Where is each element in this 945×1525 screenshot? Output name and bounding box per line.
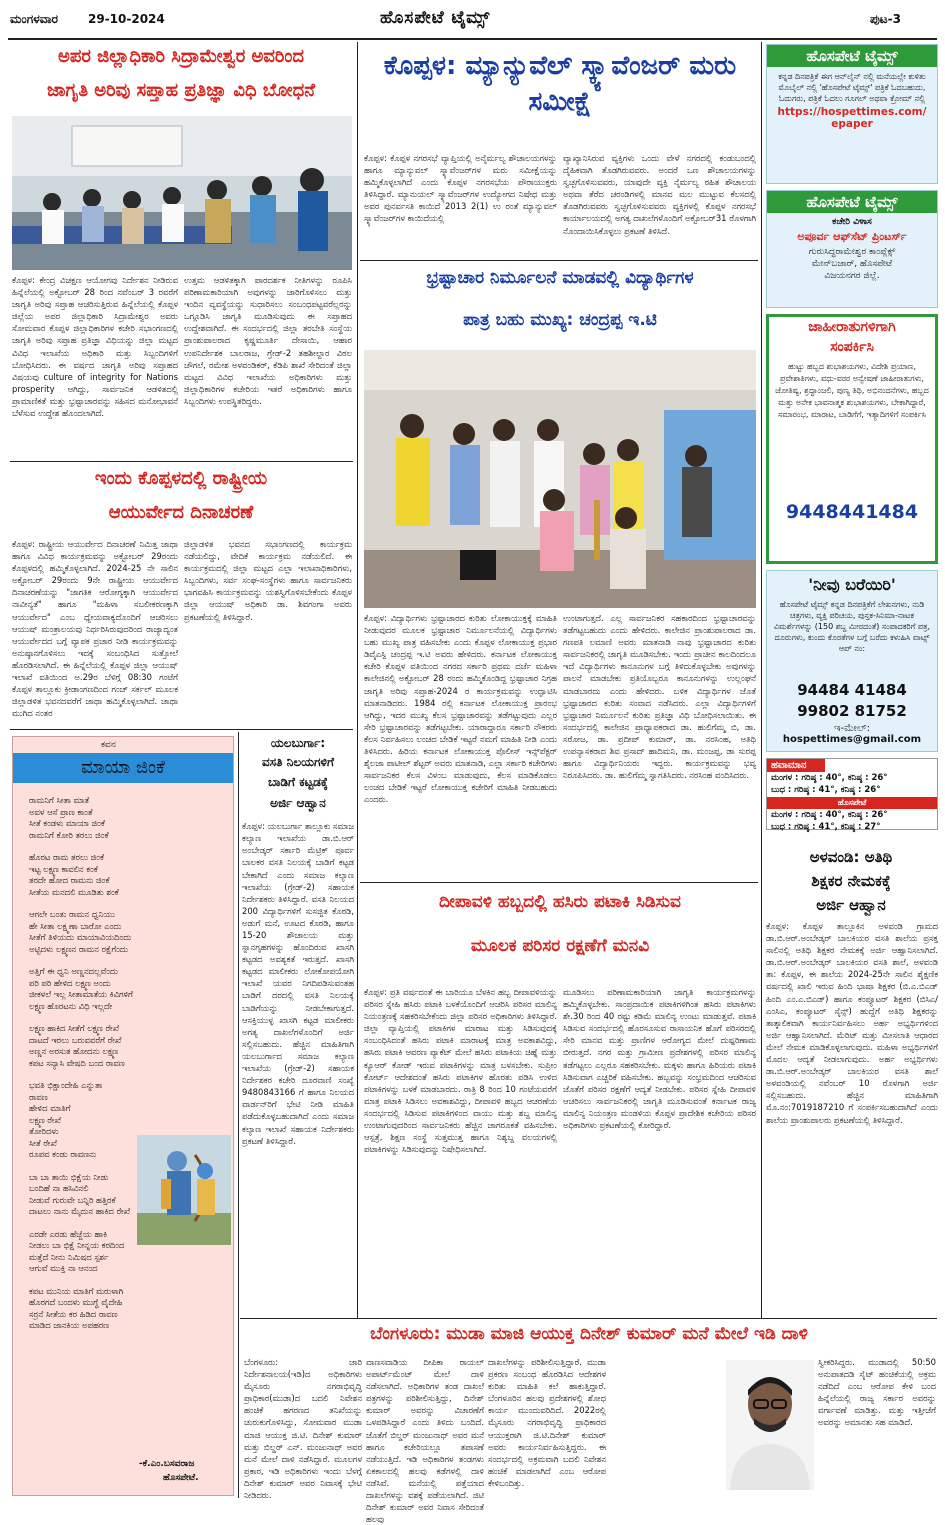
a7-body-col3: ದಾಖಲೆಗಳನ್ನು ಪರಿಶೀಲಿಸುತ್ತಿದ್ದಾರೆ. ಮುಡಾ ಪ್ರಕರಣ ಸಂಬಂಧ ಹೊರಡಿಸಿದ ಆದೇಶಗಳ ಕುರಿತು ಮಾಹಿತಿ ಕಲೆ ಹಾಕುತ್ತಿದ್ದಾರೆ. ಬೆಂಗಳೂರಿನ ಹಲವು ಪ್ರದೇಶಗಳಲ್ಲಿ ಶೋಧ ಕಾರ್ಯ ಮುಂದುವರಿದಿದೆ. 2022ರಲ್ಲಿ ಮೈಸೂರು ನಗರಾಭಿವೃದ್ಧಿ ಪ್ರಾಧಿಕಾರದ ಆಯುಕ್ತರಾಗಿ ಜಿ.ಟಿ.ದಿನೇಶ್ ಕುಮಾರ್ ಅವರು ಕಾರ್ಯನಿರ್ವಹಿಸುತ್ತಿದ್ದರು. ಈ ಸಂದರ್ಭದಲ್ಲಿ ಅಕ್ರಮವಾಗಿ ಬದಲಿ ನಿವೇಶನ ಹಂಚಿಕೆ ಮಾಡಲಾಗಿದೆ ಎಂಬ ಆರೋಪ ಕೇಳಿಬಂದಿತ್ತು. (488, 1357, 606, 1488)
poem-line: ಹೊರಗದೆ ಬಂದಳು ಮುಗ್ಧೆ ವೈದೇಹಿ (29, 1297, 123, 1307)
poem-line: ಹೇ ಸೀತಾ ಲಕ್ಷ್ಮಣಾ ಬಾರೋ ಎಂದು (29, 920, 122, 931)
a5-headline-line1: ವಸತಿ ನಿಲಯಗಳಿಗೆ (262, 755, 334, 769)
a5-headline-line3: ಅರ್ಜಿ ಆಹ್ವಾನ (270, 795, 326, 810)
weather-row: ಬುಧ : ಗರಿಷ್ಠ : 41°, ಕನಿಷ್ಠ : 26° (771, 785, 881, 795)
sidebar-ads-contact (766, 314, 938, 564)
sidebar-office-line2: ಅಪೂರ್ವ ಆಫ್‌ಸೆಟ್ ಪ್ರಿಂಟರ್ಸ್ (797, 230, 907, 243)
a2-body-col1: ಕೊಪ್ಪಳ: ರಾಷ್ಟ್ರೀಯ ಆಯುರ್ವೇದ ದಿನಾಚರಣೆ ನಿಮಿತ್ತ ಜಾಥಾ ಹಾಗೂ ವಿವಿಧ ಕಾರ್ಯಕ್ರಮವನ್ನು ಅಕ್ಟೋಬರ್ 29ರಂದು ಕೊಪ್ಪಳದಲ್ಲಿ ಹಮ್ಮಿಕೊಳ್ಳಲಾಗಿದೆ. 2024-25 ನೇ ಸಾಲಿನ ಅಕ್ಟೋಬರ್ 29ರಂದು 9ನೇ ರಾಷ್ಟ್ರೀಯ ಆಯುರ್ವೇದ ದಿನಾಚರಣೆಯನ್ನು "ಜಾಗತಿಕ ಆರೋಗ್ಯಕ್ಕಾಗಿ ಆಯುರ್ವೇದ ನಾವೀನ್ಯತೆ" ಹಾಗೂ "ಮಹಿಳಾ ಸಬಲೀಕರಣಕ್ಕಾಗಿ ಆಯುರ್ವೇದ" ಎಂಬ ಧ್ಯೇಯವಾಕ್ಯದೊಂದಿಗೆ ಆಚರಿಸಲು ಆಯುಷ್ ಮಂತ್ರಾಲಯವು ನಿರ್ಧರಿಸಿರುವುದರಿಂದ ರಾಜ್ಯಾದ್ಯಂತ ಆಯುರ್ವೇದದ ಬಗ್ಗೆ ವ್ಯಾಪಕ ಪ್ರಚಾರ ನೀಡಿ ಕಾರ್ಯಕ್ರಮವನ್ನು ಅನುಷ್ಠಾನಗೊಳಿಸಲು ಇದಕ್ಕೆ ಸಂಬಂಧಿಸಿದ ಸುತ್ತೋಲೆ ಹೊರಡಿಸಲಾಗಿದೆ. ಈ ಹಿನ್ನೆಲೆಯಲ್ಲಿ ಕೊಪ್ಪಳ ಜಿಲ್ಲಾ ಆಯುಷ್ ಇಲಾಖೆ ವತಿಯಿಂದ ಅ.29ರ ಬೆಳಿಗ್ಗೆ 08:30 ಗಂಟೆಗೆ ಕೊಪ್ಪಳ ತಾಲ್ಲೂಕು ಕ್ರೀಡಾಂಗಣದಿಂದ ಗಂಜ್ ಸರ್ಕಲ್ ಮೂಲಕ ಜಿಲ್ಲಾಡಳಿತ ಭವನದವರೆಗೆ ಜಾಥಾ ಹಮ್ಮಿಕೊಳ್ಳಲಾಗಿದೆ. ಜಾಥಾ ಮುಗಿದ ನಂತರ (12, 539, 178, 719)
poem-line: ಸೀತೆ ರೇಖೆ (29, 1137, 57, 1148)
col-rule-poem (238, 732, 239, 1498)
a5-body: ಕೊಪ್ಪಳ: ಯಲಬುರ್ಗಾ ತಾಲ್ಲೂಕು ಸಮಾಜ ಕಲ್ಯಾಣ ಇಲಾಖೆಯ ಡಾ.ಬಿ.ಆರ್ ಅಂಬೇಡ್ಕರ್ ಸರ್ಕಾರಿ ಮೆಟ್ರಿಕ್ ಪೂರ್ವ ಬಾಲಕರ ವಸತಿ ನಿಲಯಕ್ಕೆ ಬಾಡಿಗೆ ಕಟ್ಟಡ ಬೇಕಾಗಿದೆ ಎಂದು ಸಮಾಜ ಕಲ್ಯಾಣ ಇಲಾಖೆಯ (ಗ್ರೇಡ್-2) ಸಹಾಯಕ ನಿರ್ದೇಶಕರು ತಿಳಿಸಿದ್ದಾರೆ. ವಸತಿ ನಿಲಯದ 200 ವಿದ್ಯಾರ್ಥಿಗಳಿಗೆ ಸುಸಜ್ಜಿತ ಕೊಠಡಿ, ಅಡುಗೆ ಮನೆ, ಊಟದ ಕೊಠಡಿ, ಹಾಗೂ 15-20 ಶೌಚಾಲಯ ಮತ್ತು ಸ್ನಾನಗೃಹಗಳನ್ನು ಹೊಂದಿರುವ ಖಾಸಗಿ ಕಟ್ಟಡದ ಅವಶ್ಯಕತೆ ಇರುತ್ತದೆ. ಖಾಸಗಿ ಕಟ್ಟಡದ ಮಾಲೀಕರು ಲೋಕೋಪಯೋಗಿ ಇಲಾಖೆ ಯವರ ನಿಗದಿಪಡಿಸುವಂತಹ ಬಾಡಿಗೆ ದರದಲ್ಲಿ ವಸತಿ ನಿಲಯಕ್ಕೆ ಬಾಡಿಗೆಯನ್ನು ನೀಡಬೇಕಾಗುತ್ತದೆ. ಆಸಕ್ತಿಯುಳ್ಳ ಖಾಸಗಿ ಕಟ್ಟಡ ಮಾಲೀಕರು ಅಗತ್ಯ ದಾಖಲೆಗಳೊಂದಿಗೆ ಅರ್ಜಿ ಸಲ್ಲಿಸಬಹುದು. ಹೆಚ್ಚಿನ ಮಾಹಿತಿಗಾಗಿ ಯಲಬುರ್ಗಾದ ಸಮಾಜ ಕಲ್ಯಾಣ ಇಲಾಖೆಯ (ಗ್ರೇಡ್-2) ಸಹಾಯಕ ನಿರ್ದೇಶಕರ ಕಚೇರಿ ದೂರವಾಣಿ ಸಂಖ್ಯೆ 9480843166 ಗೆ ಹಾಗೂ ನಿಲಯದ ವಾರ್ಡನ್‌ರಿಗೆ ಭೇಟಿ ನೀಡಿ ಮಾಹಿತಿ ಪಡೆದುಕೊಳ್ಳಬಹುದಾಗಿದೆ ಎಂದು ಸಮಾಜ ಕಲ್ಯಾಣ ಇಲಾಖೆ ಸಹಾಯಕ ನಿರ್ದೇಶಕರು ಪ್ರಕಟಣೆ ತಿಳಿಸಿದ್ದಾರೆ. (242, 821, 354, 1146)
sidebar-write-email-row (767, 723, 937, 745)
a1-photo-pledge-meeting (12, 116, 352, 270)
a6-headline-line1: ದೀಪಾವಳಿ ಹಬ್ಬದಲ್ಲಿ ಹಸಿರು ಪಟಾಕಿ ಸಿಡಿಸುವ (439, 892, 681, 912)
a3-bottom-rule (360, 260, 758, 261)
sidebar-online-ad-text: ಕನ್ನಡ ದಿನಪತ್ರಿಕೆ ಈಗ ಆನ್‌ಲೈನ್ ನಲ್ಲಿ ಮನೆಯಲ್ಲೇ ಕುಳಿತು ಮೊಬೈಲ್ ನಲ್ಲಿ 'ಹೊಸಪೇಟೆ ಟೈಮ್ಸ್' ಪತ್ರಿಕೆ ಓದಬಹುದು, ಓದುಗರು, ಪತ್ರಿಕೆ ಓದಲು ಗೂಗಲ್ ಅಥವಾ ಕ್ರೋಮ್ ನಲ್ಲಿ (778, 72, 926, 103)
masthead-day: ಮಂಗಳವಾರ (10, 12, 59, 26)
a7-body-col2: ವಾಣಸವಾಡಿಯ ದೀಪಿಕಾ ರಾಯಲ್ ಅಪಾರ್ಟ್‌ಮೆಂಟ್ ಮೇಲೆ ದಾಳಿ ನಡೆಸಲಾಗಿದೆ. ಅಧಿಕಾರಿಗಳ ತಂಡ ದಾಖಲೆ ಪತ್ರಗಳನ್ನು ಪರಿಶೀಲಿಸುತ್ತಿದ್ದು, ದಿನೇಶ್ ಕುಮಾರ್ ಅವರನ್ನು ವಿಚಾರಣೆಗೆ ಒಳಪಡಿಸಿದ್ದಾರೆ ಎಂದು ತಿಳಿದು ಬಂದಿದೆ. ಜೊತೆಗೆ ಬಿಲ್ಡರ್ ಮಂಜುನಾಥ್ ಅವರ ಮನೆ ಹಾಗೂ ಕಚೇರಿಯಲ್ಲೂ ತಪಾಸಣೆ ನಡೆಯುತ್ತಿದೆ. ಇಡಿ ಅಧಿಕಾರಿಗಳ ತಂಡಗಳು ಏಕಕಾಲದಲ್ಲಿ ಹಲವು ಕಡೆಗಳಲ್ಲಿ ದಾಳಿ ನಡೆಸಿವೆ. ಮನೆಯಲ್ಲಿ ಪತ್ತೆಯಾದ ದಾಖಲೆಗಳನ್ನು ವಶಕ್ಕೆ ಪಡೆಯಲಾಗಿದೆ. ಜಿಟಿ ದಿನೇಶ್ ಕುಮಾರ್ ಅವರ ನಿವಾಸ ಸೇರಿದಂತೆ ಹಲವು (366, 1357, 484, 1525)
poem-line: ಭವತಿ ಭಿಕ್ಷಾಂದೇಹಿ ಎನ್ನುತಾ (29, 1080, 103, 1090)
masthead-page-number: ಪುಟ-3 (870, 12, 901, 26)
weather-city2: ಹೊಸಪೇಟೆ (767, 797, 937, 809)
weather-row: ಬುಧ : ಗರಿಷ್ಠ : 41°, ಕನಿಷ್ಠ : 27° (771, 822, 881, 832)
sidebar-write-email[interactable]: hospettimes@gmail.com (782, 734, 922, 745)
poem-line: ತರದೇ ಹೋದ ರಾಮನು ಜಿಂಕೆ (29, 875, 110, 885)
poem-line: ಸೀತೆ ಕಂಡಳು ಮಾಯಾ ಜಿಂಕೆ (29, 818, 105, 828)
masthead-paper-name: ಹೊಸಪೇಟೆ ಟೈಮ್ಸ್ (380, 8, 491, 28)
poem-line: ಆಗುವೆ ಮುಕ್ತಿ ನಾ ಆನಂದ (29, 1263, 98, 1273)
poem-line: ಸೀತೆಯ ಮನದಲಿ ಮೂಡಿತು ಶಂಕೆ (29, 886, 119, 897)
poem-author-place: ಹೊಸಪೇಟೆ. (163, 1473, 199, 1483)
sidebar-write-to-us (766, 570, 938, 752)
sidebar-online-ad-url[interactable]: https://hospettimes.com/ (777, 106, 927, 118)
masthead (0, 0, 945, 40)
a1-headline-line2: ಜಾಗೃತಿ ಅರಿವು ಸಪ್ತಾಹ ಪ್ರತಿಜ್ಞಾ ವಿಧಿ ಬೋಧನೆ (47, 80, 315, 101)
poem-line: ಅಟ್ಟಿದಳು ಲಕ್ಷ್ಮಣನ ರಾಮನ ರಕ್ಷೆಗೆಂದು (29, 943, 128, 954)
sidebar-online-ad-title: ಹೊಸಪೇಟೆ ಟೈಮ್ಸ್ (767, 45, 937, 67)
sidebar-write-title: 'ನೀವು ಬರೆಯಿರಿ' (808, 575, 896, 594)
sidebar-write-phone1[interactable]: 94484 41484 (797, 681, 907, 699)
col-rule-right (761, 42, 762, 1318)
a7-photo-dinesh-kumar (726, 1360, 814, 1490)
poem-line: ಸರ್ರನೆ ಸೀತೆಯ ಕರ ಹಿಡಿದ ರಾವಣ (29, 1308, 118, 1319)
poem-line: ನೀಡಲು ಬಾ ಭಿಕ್ಷೆ ನೀನ್ನಯ ಕರದಿಂದ (29, 1240, 125, 1250)
a1-bottom-rule (10, 461, 353, 462)
a4-headline-line2: ಪಾತ್ರ ಬಹು ಮುಖ್ಯ: ಚಂದ್ರಪ್ಪ ಇ.ಟಿ (463, 310, 657, 330)
poem-line: ಲಕ್ಷ್ಮಣ ಹೊರಟನು ವಿಧಿ ಇಲ್ಲದೇ (29, 1000, 113, 1011)
a7-top-rule (240, 1318, 937, 1319)
poem-line: ರೂಪವ ಕಂಡು ರಾವಣನು (29, 1149, 97, 1159)
a7-body-col1: ಬೆಂಗಳೂರು: ಜಾರಿ ನಿರ್ದೇಶನಾಲಯ(ಇಡಿ)ದ ಅಧಿಕಾರಿಗಳು ಮೈಸೂರು ನಗರಾಭಿವೃದ್ಧಿ ಪ್ರಾಧಿಕಾರ(ಮುಡಾ)ದ ಬದಲಿ ನಿವೇಶನ ಹಂಚಿಕೆ ಹಗರಣದ ತನಿಖೆಯನ್ನು ಚುರುಕುಗೊಳಿಸಿದ್ದು, ಸೋಮವಾರ ಮುಡಾ ಮಾಜಿ ಆಯುಕ್ತ ಜಿ.ಟಿ. ದಿನೇಶ್ ಕುಮಾರ್ ಮತ್ತು ಬಿಲ್ಡರ್ ಎನ್. ಮಂಜುನಾಥ್ ಅವರ ಮನೆ ಮೇಲೆ ದಾಳಿ ನಡೆಸಿದ್ದಾರೆ. ಮೂಲಗಳ ಪ್ರಕಾರ, ಇಡಿ ಅಧಿಕಾರಿಗಳು ಇಂದು ಬೆಳಗ್ಗೆ ದಿನೇಶ್ ಕುಮಾರ್ ಅವರ ನಿವಾಸಕ್ಕೆ ಭೇಟಿ ನೀಡಿದರು. (244, 1357, 362, 1501)
meeting-photo-icon (12, 116, 352, 270)
sidebar-online-ad-url-path[interactable]: epaper (831, 118, 873, 130)
weather-title: ಹವಾಮಾನ (767, 759, 825, 772)
poem-line: ಅವಳ ಆಸೆ ಪ್ರಾಣ ಕಾಂತೆ (29, 806, 93, 817)
weather-row: ಮಂಗಳ : ಗರಿಷ್ಠ : 40°, ಕನಿಷ್ಠ : 26° (771, 810, 888, 820)
poem-title: ಮಾಯಾ ಜಿಂಕೆ (81, 757, 165, 778)
poem-line: ಬಾ ಬಾ ತಾಯಿ ಭಿಕ್ಷೆಯ ನೀಡು (29, 1171, 109, 1182)
poem-author: -ಕೆ.ಎಂ.ಬಸವರಾಜ (139, 1459, 195, 1469)
sidebar-office-line4: ಮೇನ್‌ಬಜಾರ್, ಹೊಸಪೇಟೆ (811, 259, 893, 269)
a4-photo-lamp-lighting (364, 350, 756, 608)
weather-row: ಮಂಗಳ : ಗರಿಷ್ಠ : 40°, ಕನಿಷ್ಠ : 26° (771, 773, 888, 783)
poem-line (29, 1012, 229, 1023)
poem-line: ಅತ್ತಿಗೆ ಈ ಧ್ವನಿ ಅಣ್ಣನದಲ್ಲವೆಂದು (29, 966, 118, 976)
poem-line: ಜೀಕಳಲೆ ಇಲ್ಲ ಸೀತಾಮಾತೆಯ ಕಿವಿಗಳಿಗೆ (29, 989, 133, 999)
a3-headline: ಕೊಪ್ಪಳ: ಮ್ಯಾನ್ಯುವೆಲ್ ಸ್ಕ್ಯಾವೆಂಜರ್ ಮರು ಸಮೀಕ್ಷೆ (383, 51, 737, 117)
poem-line: ಕಪಟ ಮುನಿಯ ಮಾತಿಗೆ ಮರುಳಾಗಿ (29, 1285, 124, 1296)
a4-headline-line1: ಭ್ರಷ್ಟಾಚಾರ ನಿರ್ಮೂಲನೆ ಮಾಡವಲ್ಲಿ ವಿದ್ಯಾರ್ಥಿಗಳ (426, 268, 694, 288)
sidebar-write-email-label: ಇ-ಮೇಲ್: (834, 723, 870, 734)
a8-headline-line3: ಅರ್ಜಿ ಆಹ್ವಾನ (816, 896, 886, 914)
poem-line (29, 1275, 229, 1286)
sidebar-ads-title1: ಜಾಹೀರಾತುಗಳಿಗಾಗಿ (808, 319, 896, 335)
a2-body-col2: ಜಿಲ್ಲಾಡಳಿತ ಭವನದ ಸಭಾಂಗಣದಲ್ಲಿ ಕಾರ್ಯಕ್ರಮ ನಡೆಯಲಿದ್ದು, ವೇದಿಕೆ ಕಾರ್ಯಕ್ರಮ ನಡೆಯಲಿದೆ. ಈ ಕಾರ್ಯಕ್ರಮದಲ್ಲಿ ಜಿಲ್ಲಾ ಮಟ್ಟದ ಎಲ್ಲಾ ಇಲಾಖಾಧಿಕಾರಿಗಳು, ಸಿಬ್ಬಂದಿಗಳು, ಸರ್ವ ಸಂಘ-ಸಂಸ್ಥೆಗಳು ಹಾಗೂ ಸಾರ್ವಜನಿಕರು ಭಾಗವಹಿಸಿ ಕಾರ್ಯಕ್ರಮವನ್ನು ಯಶಸ್ವಿಗೊಳಿಸಬೇಕೆಂದು ಕೊಪ್ಪಳ ಜಿಲ್ಲಾ ಆಯುಷ್ ಅಧಿಕಾರಿ ಡಾ. ಶಿವಗಂಗಾ ಅವರು ಪ್ರಕಟಣೆಯಲ್ಲಿ ತಿಳಿಸಿದ್ದಾರೆ. (184, 539, 352, 622)
poem-line: ರಾಮನಿಗೆ ಕೋರಿ ತರಲು ಜಿಂಕೆ (29, 829, 109, 840)
sidebar-ads-phone[interactable]: 9448441484 (785, 501, 919, 523)
a7-headline: ಬೆಂಗಳೂರು: ಮುಡಾ ಮಾಜಿ ಆಯುಕ್ತ ದಿನೇಶ್ ಕುಮಾರ್ ಮನೆ ಮೇಲೆ ಇಡಿ ದಾಳಿ (370, 1324, 808, 1344)
a6-body-col1: ಕೊಪ್ಪಳ: ಪ್ರತಿ ವರ್ಷದಂತೆ ಈ ಬಾರಿಯೂ ಬೆಳಕಿನ ಹಬ್ಬ ದೀಪಾವಳಿಯನ್ನು ಪರಿಸರ ಸ್ನೇಹಿ ಹಸಿರು ಪಟಾಕಿ ಬಳಕೆಯೊಂದಿಗೆ ಆಚರಿಸಿ ಪರಿಸರ ಮಾಲಿನ್ಯ ನಿಯಂತ್ರಣಕ್ಕೆ ಸಹಕರಿಸಬೇಕೆಂದು ಜಿಲ್ಲಾ ಪರಿಸರ ಅಧಿಕಾರಿಗಳು ತಿಳಿಸಿದ್ದಾರೆ. ಜಿಲ್ಲಾ ವ್ಯಾಪ್ತಿಯಲ್ಲಿ ಪಟಾಕಿಗಳ ಮಾರಾಟ ಮತ್ತು ಸಿಡಿಸುವುದಕ್ಕೆ ಸಂಬಂಧಿಸಿದಂತೆ ಹಸಿರು ಪಟಾಕಿ ಮಾರಾಟಕ್ಕೆ ಮಾತ್ರ ಅವಕಾಶವಿದ್ದು, ಹಸಿರು ಪಟಾಕಿ ಆವರಣ ಪ್ಯಾಕೆಟ್ ಮೇಲೆ ಹಸಿರು ಪಟಾಕಿಯ ಚಿಹ್ನೆ ಮತ್ತು ಕ್ಯೂಆರ್ ಕೋಡ್ ಇರುವ ಪಟಾಕಿಗಳನ್ನು ಮಾತ್ರ ಬಳಸಬೇಕು. ಸುಪ್ರೀಂ ಕೋರ್ಟ್ ಆದೇಶದಂತೆ ಹಸಿರು ಪಟಾಕಿಗಳ ಹೊರತು ಪಡಿಸಿ ಉಳಿದ ಪಟಾಕಿಗಳನ್ನು ಬಳಕೆ ಮಾಡಬಾರದು. ರಾತ್ರಿ 8 ರಿಂದ 10 ಗಂಟೆಯವರೆಗೆ ಮಾತ್ರ ಪಟಾಕಿ ಸಿಡಿಸಲು ಅವಕಾಶವಿದ್ದು, ದೀಪಾವಳಿ ಹಬ್ಬದ ಆಚರಣೆಯ ಸಂದರ್ಭದಲ್ಲಿ ಸಿಡಿಸುವ ಪಟಾಕಿಗಳಿಂದ ವಾಯು ಮತ್ತು ಶಬ್ದ ಮಾಲಿನ್ಯ ಉಂಟಾಗುವುದರಿಂದ ಸಾರ್ವಜನಿಕರು ಹೆಚ್ಚಿನ ಜಾಗರೂಕತೆ ವಹಿಸಬೇಕು. ಆಸ್ಪತ್ರೆ, ಶಿಕ್ಷಣ ಸಂಸ್ಥೆ ಸುತ್ತಮುತ್ತ ಹಾಗೂ ನಿಶ್ಯಬ್ದ ವಲಯಗಳಲ್ಲಿ ಪಟಾಕಿಗಳನ್ನು ಸಿಡಿಸುವುದನ್ನು ನಿಷೇಧಿಸಲಾಗಿದೆ. (364, 987, 557, 1155)
poem-line: ನೀಡುವೆ ಗುರುವೇ ಬನ್ನಿರಿ ಹತ್ತಿರಕೆ (29, 1194, 116, 1205)
a2-bottom-rule (10, 729, 353, 730)
a1-headline-line1: ಅಪರ ಜಿಲ್ಲಾಧಿಕಾರಿ ಸಿದ್ರಾಮೇಶ್ವರ ಅವರಿಂದ (57, 46, 305, 67)
poem-line: ಲಕ್ಷ್ಮಣ ರೇಖೆ (29, 1114, 61, 1125)
poem-line: ಮತ್ತೆದೆ ನೀನು ನಿಮಿಷದ ಸ್ಪರ್ಶ (29, 1251, 109, 1262)
poem-line: ಹೇಳಿದ ಮಾತಿಗೆ (29, 1103, 71, 1113)
poem-kicker: ಕವನ (101, 740, 116, 750)
poem-line: ಇಟ್ಟ ಲಕ್ಷ್ಮಣ ಕಾವಲಿನ ಕಂಕೆ (29, 863, 98, 874)
poem-line: ಹೊರಟ ರಾಮ ತರಲು ಜಿಂಕೆ (29, 852, 105, 862)
a6-body-col2: ಮೂಡಿಸಲು ಪರಿಣಾಮಕಾರಿಯಾಗಿ ಜಾಗೃತಿ ಕಾರ್ಯಕ್ರಮಗಳನ್ನು ಹಮ್ಮಿಕೊಳ್ಳಬೇಕು. ಸಾಂಪ್ರದಾಯಿಕ ಪಟಾಕಿಗಳಿಗಿಂತ ಹಸಿರು ಪಟಾಕಿಗಳು ಶೇ.30 ರಿಂದ 40 ರಷ್ಟು ಕಡಿಮೆ ಮಾಲಿನ್ಯ ಉಂಟು ಮಾಡುತ್ತವೆ. ಪಟಾಕಿ ಸಿಡಿಸುವ ಸಂದರ್ಭದಲ್ಲಿ ಹೊರಸೂಸುವ ರಾಸಾಯನಿಕ ಹೊಗೆ ಪರಿಸರದಲ್ಲಿ ಸೇರಿ ಮಾನವ ಮತ್ತು ಪ್ರಾಣಿಗಳ ಆರೋಗ್ಯದ ಮೇಲೆ ದುಷ್ಪರಿಣಾಮ ಬೀರುತ್ತದೆ. ನಗರ ಮತ್ತು ಗ್ರಾಮೀಣ ಪ್ರದೇಶಗಳಲ್ಲಿ ಪರಿಸರ ಮಾಲಿನ್ಯ ತಡೆಗಟ್ಟಲು ಎಲ್ಲರೂ ಸಹಕರಿಸಬೇಕು. ಮಕ್ಕಳು ಹಾಗೂ ಹಿರಿಯರು ಪಟಾಕಿ ಸಿಡಿಸುವಾಗ ಎಚ್ಚರಿಕೆ ವಹಿಸಬೇಕು. ಹಬ್ಬವನ್ನು ಸಂಭ್ರಮದಿಂದ ಆಚರಿಸುವ ಜೊತೆಗೆ ಪರಿಸರ ರಕ್ಷಣೆಗೆ ಆದ್ಯತೆ ನೀಡಬೇಕು. ಪರಿಸರ ಸ್ನೇಹಿ ದೀಪಾವಳಿ ಆಚರಿಸಲು ಸಾರ್ವಜನಿಕರಲ್ಲಿ ಜಾಗೃತಿ ಮೂಡಿಸುವಂತೆ ಕರ್ನಾಟಕ ರಾಜ್ಯ ಮಾಲಿನ್ಯ ನಿಯಂತ್ರಣ ಮಂಡಳಿಯ ಕೊಪ್ಪಳ ಪ್ರಾದೇಶಿಕ ಕಚೇರಿಯ ಪರಿಸರ ಅಧಿಕಾರಿಗಳು ಪ್ರಕಟಣೆಯಲ್ಲಿ ಕೋರಿದ್ದಾರೆ. (563, 987, 756, 1131)
a5-headline-line2: ಬಾಡಿಗೆ ಕಟ್ಟಡಕ್ಕೆ (268, 775, 328, 790)
poem-line: ದಾಟದೆ ಇರಲು ಬರುವವರೆಗೆ ರೇಖೆ (29, 1034, 122, 1045)
portrait-photo-icon (726, 1360, 814, 1490)
a3-body-col1: ಕೊಪ್ಪಳ: ಕೊಪ್ಪಳ ನಗರಸಭೆ ವ್ಯಾಪ್ತಿಯಲ್ಲಿ ಅನೈರ್ಮಲ್ಯ ಶೌಚಾಲಯಗಳನ್ನು ಹಾಗೂ ಮ್ಯಾನ್ಯುವಲ್ ಸ್ಕ್ಯಾವೆಂಜರ್‌ಗಳ ಮರು ಸಮೀಕ್ಷೆಯನ್ನು ಹಮ್ಮಿಕೊಳ್ಳಲಾಗಿದೆ ಎಂದು ಕೊಪ್ಪಳ ನಗರಸಭೆಯ ಪೌರಾಯುಕ್ತರು ತಿಳಿಸಿದ್ದಾರೆ. ಮ್ಯಾನುಯಲ್ ಸ್ಕ್ಯಾವೆಂಜರ್‌ಗಳ ಉದ್ಯೋಗದ ನಿಷೇಧ ಮತ್ತು ಅವರ ಪುನರ್ವಸತಿ ಕಾಯಿದೆ 2013 2(1) ಉ ರಂತೆ ಮ್ಯಾನ್ಯುವಲ್ ಸ್ಕ್ಯಾವೆಂಜರ್‌ಗಳ ಕಾಯಿದೆಯಲ್ಲಿ (364, 153, 557, 224)
poem-line (29, 841, 229, 852)
poem-line: ಮಾಡಿದ ಜಾನಕಿಯ ಅಪಹರಣ (29, 1320, 110, 1330)
poem-line: ಲಕ್ಷ್ಮಣ ಹಾಕಿದ ಸೀತೆಗೆ ಲಕ್ಷ್ಮಣ ರೇಖೆ (29, 1023, 120, 1033)
sidebar-office-address (766, 190, 938, 308)
sidebar-write-text: ಹೊಸಪೇಟೆ ಟೈಮ್ಸ್ ಕನ್ನಡ ದಿನಪತ್ರಿಕೆಗೆ ಲೇಖನಗಳು, ನುಡಿ ಚಿತ್ರಗಳು, ವ್ಯಕ್ತಿ ಪರಿಚಯ, ಪುಸ್ತಕ-ಸಿನಿಮಾ-ನಾಟಕ ವಿಮರ್ಶೆಗಳನ್ನು (150 ಶಬ್ದ ಮೀರದಂತೆ) ಸಂಪಾದಕರಿಗೆ ಪತ್ರ, ದೂರುಗಳು, ಕುಂದು ಕೊರತೆಗಳ ಬಗ್ಗೆ ಬರೆದು ಕಳುಹಿಸಿ ವಾಟ್ಸ್ ಆಪ್ ನಂ: (773, 600, 931, 653)
a2-headline-line2: ಆಯುರ್ವೇದ ದಿನಾಚರಣೆ (108, 502, 254, 523)
sidebar-weather (766, 758, 938, 830)
masthead-date: 29-10-2024 (88, 12, 165, 26)
a5-box (242, 736, 354, 1384)
poem-line: ಕಪಟ ಸನ್ಯಾಸಿ ವೇಷದಿ ಬಂದ ರಾವಣ (29, 1057, 125, 1068)
sidebar-office-line5: ವಿಜಯನಗರ ಜಿಲ್ಲೆ. (824, 271, 880, 281)
a4-body-col2: ಉಂಟಾಗುತ್ತದೆ. ಎಲ್ಲ ಸಾರ್ವಜನಿಕರ ಸಹಕಾರದಿಂದ ಭ್ರಷ್ಟಾಚಾರವನ್ನು ತಡೆಗಟ್ಟಬಹುದು ಎಂದು ಹೇಳಿದರು. ಕಾಲೇಜಿನ ಪ್ರಾಂಶುಪಾಲರಾದ ಡಾ. ಗಣಪತಿ ಲಮಾಣಿ ಅವರು ಮಾತನಾಡಿ ನಾವು ಭ್ರಷ್ಟಾಚಾರದ ಕುರಿತು ಸಾರ್ವಜನಿಕರಲ್ಲಿ ಜಾಗೃತಿ ಮೂಡಿಸಬೇಕು. ಇಂದು ಪ್ರಾಚೀನ ಕಾಲದಿಂದಲೂ ಇದೆ ವಿದ್ಯಾರ್ಥಿಗಳು ಕಾನೂನುಗಳ ಬಗ್ಗೆ ತಿಳಿದುಕೊಳ್ಳಬೇಕು ಅವುಗಳನ್ನು ಪಾಲನೆ ಮಾಡಬೇಕು ಪ್ರತಿಯೊಬ್ಬರೂ ಕಾನೂನುಗಳನ್ನು ಉಲ್ಲಂಘನೆ ಮಾಡಬಾರದು ಎಂದು ಹೇಳಿದರು. ಬಳಿಕ ವಿದ್ಯಾರ್ಥಿಗಳ ಜೊತೆ ಭ್ರಷ್ಟಾಚಾರದ ಕುರಿತು ಸಂವಾದ ನಡೆಸಿದರು. ಎಲ್ಲಾ ವಿದ್ಯಾರ್ಥಿಗಳಿಗೆ ಭ್ರಷ್ಟಾಚಾರ ನಿರ್ಮೂಲನೆ ಕುರಿತು ಪ್ರತಿಜ್ಞಾ ವಿಧಿ ಬೋಧಿಸಲಾಯಿತು. ಈ ಸಂದರ್ಭದಲ್ಲಿ ಕಾಲೇಜಿನ ಪ್ರಾಧ್ಯಾಪಕರಾದ ಡಾ. ಹುಲಿಗೆಮ್ಮ ಬಿ, ಡಾ. ಸರೋಜ, ಡಾ. ಪ್ರದೀಪ್ ಕುಮಾರ್, ಡಾ. ನರಸಿಂಹ, ಅತಿಥಿ ಉಪನ್ಯಾಸಕರಾದ ಶಿವ ಪ್ರಸಾದ್ ಹಾದಿಮನಿ, ಡಾ. ಮಂಜಪ್ಪ, ಡಾ ಸುರಪ್ಪ ಹಾಗೂ ವಿದ್ಯಾರ್ಥಿನಿಯರು ಇದ್ದರು. ಕಾರ್ಯಕ್ರಮವನ್ನು ಭವ್ಯ ನಿರೂಪಿಸಿದರು. ಡಾ. ಹುಲಿಗೆಮ್ಮ ಸ್ವಾಗತಿಸಿದರು. ನರಸಿಂಹ ವಂದಿಸಿದರು. (563, 613, 756, 781)
col-rule-left (357, 42, 358, 1318)
sidebar-online-ad (766, 44, 938, 184)
a1-body-col1: ಕೊಪ್ಪಳ: ಕೇಂದ್ರ ವಿಚಕ್ಷಣ ಆಯೋಗವು ನಿರ್ದೇಶನ ನೀಡಿರುವ ಹಿನ್ನೆಲೆಯಲ್ಲಿ ಅಕ್ಟೋಬರ್ 28 ರಿಂದ ನವೆಂಬರ್ 3 ರವರೆಗೆ ಜಾಗೃತಿ ಅರಿವು ಸಪ್ತಾಹ ಆಚರಿಸುತ್ತಿರುವ ಹಿನ್ನೆಲೆಯಲ್ಲಿ ಕೊಪ್ಪಳ ಜಿಲ್ಲೆಯ ಅಪರ ಜಿಲ್ಲಾಧಿಕಾರಿ ಸಿದ್ರಾಮೇಶ್ವರ ಅವರು ಸೋಮವಾರ ಕೊಪ್ಪಳ ಜಿಲ್ಲಾಧಿಕಾರಿಗಳ ಕಚೇರಿ ಸಭಾಂಗಣದಲ್ಲಿ ಜಾಗೃತಿ ಅರಿವು ಸಪ್ತಾಹ ಪ್ರತಿಜ್ಞಾ ವಿಧಿಯನ್ನು ಜಿಲ್ಲಾ ಮಟ್ಟದ ವಿವಿಧ ಇಲಾಖೆಯ ಅಧಿಕಾರಿ ಮತ್ತು ಸಿಬ್ಬಂದಿಗಳಿಗೆ ಬೋಧಿಸಿದರು. ಈ ವರ್ಷದ ಜಾಗೃತಿ ಅರಿವು ಸಪ್ತಾಹದ ವಿಷಯವು culture of integrity for Nations prosperity ಆಗಿದ್ದು, ಸಾರ್ವಜನಿಕ ಆಡಳಿತದಲ್ಲಿ ಪ್ರಾಮಾಣಿಕತೆ ಮತ್ತು ಭ್ರಷ್ಟಾಚಾರವನ್ನು ಸಹಿಸದ ಮನೋಭಾವನೆ ಬೆಳೆಸುವ ಉದ್ದೇಶ ಹೊಂದಲಾಗಿದೆ. (12, 275, 178, 419)
a8-headline-line1: ಅಳವಂಡಿ: ಅತಿಥಿ (809, 848, 893, 866)
poem-line: ಆಗಲೇ ಬಂತು ರಾಮನ ಧ್ವನಿಯು (29, 909, 115, 919)
poem-illustration-rama (137, 1135, 231, 1245)
poem-line: ಅಣ್ಣನ ಅರಸುತ ಹೋದನು ಲಕ್ಷ್ಮಣ (29, 1046, 119, 1056)
a8-headline-line2: ಶಿಕ್ಷಕರ ನೇಮಕಕ್ಕೆ (811, 872, 891, 890)
poem-line: ತೋರಿದಳು (29, 1126, 59, 1136)
sidebar-office-line1: ಕಚೇರಿ ವಿಳಾಸ (832, 217, 872, 227)
poem-line: ರಾವಣ (29, 1091, 48, 1102)
a1-body-col2: ಉತ್ತಮ ಆಡಳಿತಕ್ಕಾಗಿ ಪಾರದರ್ಶಕ ನೀತಿಗಳನ್ನು ರೂಪಿಸಿ ಪರಿಣಾಮಕಾರಿಯಾಗಿ ಅವುಗಳನ್ನು ಜಾರಿಗೊಳಿಸಲು ಮತ್ತು ಇಂದಿನ ವ್ಯವಸ್ಥೆಯನ್ನು ಸುಧಾರಿಸಲು ಸಂಬಂಧಪಟ್ಟವರೆಲ್ಲರನ್ನು ಒಗ್ಗೂಡಿಸಿ ಜಾಗೃತಿ ಮೂಡಿಸುವುದು ಈ ಸಪ್ತಾಹದ ಉದ್ದೇಶವಾಗಿದೆ. ಈ ಸಂದರ್ಭದಲ್ಲಿ ಜಿಲ್ಲಾ ತರಬೇತಿ ಸಂಸ್ಥೆಯ ಪ್ರಾಂಶುಪಾಲರಾದ ಕೃಷ್ಣಮೂರ್ತಿ ದೇಸಾಯಿ, ಆಹಾರ ಉಪನಿರ್ದೇಶಕ ಬಾಲರಾಜ, ಗ್ರೇಡ್-2 ತಹಶೀಲ್ದಾರ ವಿಠಲ ಚೌಗಲೆ, ರಮೇಶ ಅಳವಂಡಿಕರ್, ಕೆಡಿಪಿ ಶಾಖೆ ಸೇರಿದಂತೆ ಜಿಲ್ಲಾ ಮಟ್ಟದ ವಿವಿಧ ಇಲಾಖೆಯ ಅಧಿಕಾರಿಗಳು ಮತ್ತು ಜಿಲ್ಲಾಧಿಕಾರಿಗಳ ಕಚೇರಿಯ ಇತರೆ ಅಧಿಕಾರಿಗಳು ಹಾಗೂ ಸಿಬ್ಬಂದಿಗಳು ಉಪಸ್ಥಿತರಿದ್ದರು. (184, 275, 352, 406)
poem-line: ಎರಡೇ ಎರಡು ಹೆಜ್ಜೆಯ ಹಾಕಿ (29, 1228, 108, 1239)
poem-line: ಬಂದಿಹೆ ನಾ ಹಸಿವಿನಲಿ (29, 1183, 89, 1193)
poem-line (29, 955, 229, 966)
sidebar-write-phone2[interactable]: 99802 81752 (797, 702, 907, 720)
a8-body: ಕೊಪ್ಪಳ: ಕೊಪ್ಪಳ ತಾಲ್ಲೂಕಿನ ಅಳವಂಡಿ ಗ್ರಾಮದ ಡಾ.ಬಿ.ಆರ್.ಅಂಬೇಡ್ಕರ್ ಬಾಲಕಿಯರ ವಸತಿ ಶಾಲೆಯ ಪ್ರಸಕ್ತ ಸಾಲಿನಲ್ಲಿ ಅತಿಥಿ ಶಿಕ್ಷಕರ ನೇಮಕಕ್ಕೆ ಅರ್ಜಿ ಆಹ್ವಾನಿಸಲಾಗಿದೆ. ಡಾ.ಬಿ.ಆರ್.ಅಂಬೇಡ್ಕರ್ ಬಾಲಕಿಯರ ವಸತಿ ಶಾಲೆ, ಅಳವಂಡಿ ತಾ: ಕೊಪ್ಪಳ, ಈ ಶಾಲೆಯ 2024-25ನೇ ಸಾಲಿನ ಶೈಕ್ಷಣಿಕ ವರ್ಷದಲ್ಲಿ ಖಾಲಿ ಇರುವ ಹಿಂದಿ ಭಾಷಾ ಶಿಕ್ಷಕರ (ಬಿ.ಎ.ಬಿಎಡ್ ಹಿಂದಿ ಎಂ.ಎ.ಬಿಎಡ್) ಹಾಗೂ ಕಂಪ್ಯೂಟರ್ ಶಿಕ್ಷಕರ (ಬಿಸಿಎ/ಎಂಸಿಎ, ಕಂಪ್ಯೂಟರ್ ಸೈನ್ಸ್) ಹುದ್ದೆಗೆ ಅತಿಥಿ ಶಿಕ್ಷಕರನ್ನು ತಾತ್ಕಾಲಿಕವಾಗಿ ಕಾರ್ಯನಿರ್ವಹಿಸಲು ಅರ್ಹ ಅಭ್ಯರ್ಥಿಗಳಿಂದ ಅರ್ಜಿ ಆಹ್ವಾನಿಸಲಾಗಿದೆ. ಮೆರಿಟ್ ಮತ್ತು ಮೀಸಲಾತಿ ಆಧಾರದ ಮೇಲೆ ನೇಮಕ ಮಾಡಿಕೊಳ್ಳಲಾಗುವುದು. ಮಹಿಳಾ ಅಭ್ಯರ್ಥಿಗಳಿಗೆ ಮೊದಲ ಆದ್ಯತೆ ನೀಡಲಾಗುವುದು. ಅರ್ಹ ಅಭ್ಯರ್ಥಿಗಳು ಡಾ.ಬಿ.ಆರ್.ಅಂಬೇಡ್ಕರ್ ಬಾಲಕಿಯರ ವಸತಿ ಶಾಲೆ ಅಳವಂಡಿಯಲ್ಲಿ ನವೆಂಬರ್ 10 ರೊಳಗಾಗಿ ಅರ್ಜಿ ಸಲ್ಲಿಸಬಹುದು. ಹೆಚ್ಚಿನ ಮಾಹಿತಿಗಾಗಿ ಮೊ.ನಂ:7019187210 ಗೆ ಸಂಪರ್ಕಿಸಬಹುದಾಗಿದೆ ಎಂದು ಶಾಲೆಯ ಪ್ರಾಂಶುಪಾಲರು ಪ್ರಕಟಣೆಯಲ್ಲಿ ತಿಳಿಸಿದ್ದಾರೆ. (766, 921, 938, 1125)
a7-body-col4: ಸ್ವೀಕರಿಸಿದ್ದರು. ಮುಡಾದಲ್ಲಿ 50:50 ಅನುಪಾತದಡಿ ಸೈಟ್ ಹಂಚಿಕೆಯಲ್ಲಿ ಅಕ್ರಮ ನಡೆದಿದೆ ಎಂಬ ಆರೋಪ ಕೇಳಿ ಬಂದ ಹಿನ್ನೆಲೆಯಲ್ಲಿ ರಾಜ್ಯ ಸರ್ಕಾರ ಅವರನ್ನು ವರ್ಗಾವಣೆ ಮಾಡಿತ್ತು. ಮತ್ತು ಇತ್ತೀಚೆಗೆ ಅವರನ್ನು ಅಮಾನತು ಸಹ ಮಾಡಿದೆ. (818, 1357, 936, 1428)
sidebar-office-title: ಹೊಸಪೇಟೆ ಟೈಮ್ಸ್ (767, 191, 937, 213)
a2-headline-line1: ಇಂದು ಕೊಪ್ಪಳದಲ್ಲಿ ರಾಷ್ಟ್ರೀಯ (94, 468, 268, 489)
lamp-lighting-photo-icon (364, 350, 756, 608)
poem-line: ಸೀತೆಗೆ ತಿಳಿಯದು ಮಾಯಾವಿಯದಿಂದು (29, 932, 132, 942)
poem-line (29, 1069, 229, 1080)
weather-koppal-rows (767, 772, 937, 796)
poem-line: ಪರಿ ಪರಿ ಹೇಳಿದ ಲಕ್ಷ್ಮಣ ಅಂದು (29, 977, 111, 988)
a4-body-col1: ಕೊಪ್ಪಳ: ವಿದ್ಯಾರ್ಥಿಗಳು ಭ್ರಷ್ಟಾಚಾರದ ಕುರಿತು ಲೋಕಾಯುಕ್ತಕ್ಕೆ ಮಾಹಿತಿ ನೀಡುವುದರ ಮೂಲಕ ಭ್ರಷ್ಟಾಚಾರ ನಿರ್ಮೂಲನೆಯಲ್ಲಿ ವಿದ್ಯಾರ್ಥಿಗಳು ಬಹು ಮುಖ್ಯ ಪಾತ್ರ ವಹಿಸಬೇಕು ಎಂದು ಕೊಪ್ಪಳ ಲೋಕಾಯುಕ್ತ ಪ್ರಭಾರ ಡಿವೈಎಸ್ಪಿ ಚಂದ್ರಪ್ಪ ಇ.ಟಿ ಅವರು ಹೇಳಿದರು. ಕರ್ನಾಟಕ ಲೋಕಾಯುಕ್ತ ಕಚೇರಿ ಕೊಪ್ಪಳ ವತಿಯಿಂದ ನಗರದ ಸರ್ಕಾರಿ ಪ್ರಥಮ ದರ್ಜೆ ಮಹಿಳಾ ಕಾಲೇಜಿನಲ್ಲಿ ಅಕ್ಟೋಬರ್ 28 ರಂದು ಹಮ್ಮಿಕೊಂಡಿದ್ದ ಭ್ರಷ್ಟಾಚಾರ ನಿಗ್ರಹ ಜಾಗೃತಿ ಅರಿವು ಸಪ್ತಾಹ-2024 ರ ಕಾರ್ಯಕ್ರಮವನ್ನು ಉದ್ಘಾಟಿಸಿ ಮಾತನಾಡಿದರು. 1984 ರಲ್ಲಿ ಕರ್ನಾಟಕ ಲೋಕಾಯುಕ್ತ ಪ್ರಾರಂಭ ಆಗಿದ್ದು, ಇದರ ಮುಖ್ಯ ಕೆಲಸ ಭ್ರಷ್ಟಾಚಾರವನ್ನು ತಡೆಗಟ್ಟುವುದು ಎಲ್ಲರ ಸೇರಿ ಭ್ರಷ್ಟಾಚಾರವನ್ನು ತಡೆಗಟ್ಟಬೇಕು. ಯಾರಾದ್ದಾರೂ ಸರ್ಕಾರಿ ನೌಕರರು ಕೆಲಸ ನಿರ್ವಹಿಸಲು ಲಂಚದ ಬೇಡಿಕೆ ಇಟ್ಟರೆ ನಮಗೆ ಮಾಹಿತಿ ನೀಡಿ ಎಂದು ತಿಳಿಸಿದರು. ಹಿರಿಯ ಕರ್ನಾಟಕ ಲೋಕಾಯುಕ್ತ ಪೊಲೀಸ್ ಇನ್ಸ್‌ಪೆಕ್ಟರ್ ಶೈಲಜಾ ಪಾಟೀಲ್ ಶೆಟ್ಟರ್ ಅವರು ಮಾತನಾಡಿ, ಎಲ್ಲಾ ಸರ್ಕಾರಿ ಕಚೇರಿಗಳು ಸಾರ್ವಜನಿಕರ ಕೆಲಸ ವಿಳಂಬ ಮಾಡುವುದು, ಕೆಲಸ ಮಾಡಿಕೊಡಲು ಲಂಚದ ಬೇಡಿಕೆ ಇಟ್ಟರೆ ಲೋಕಾಯುಕ್ತ ಕಚೇರಿಗೆ ಮಾಹಿತಿ ನೀಡಬಹುದು ಎಂದರು. (364, 613, 557, 805)
sidebar-ads-text: ಹುಟ್ಟು ಹಬ್ಬದ ಶುಭಾಶಯಗಳು, ವಿದೇಶಿ ಪ್ರಯಾಣ, ಪ್ರವೇಶಾತಿಗಳು, ವಧು-ವರರ ಅನ್ವೇಷಣೆ ಜಾಹೀರಾತುಗಳು, ಜೋತಿಷ್ಯ, ಶ್ರದ್ಧಾಂಜಲಿ, ಪುಣ್ಯ ತಿಥಿ, ಅಭಿನಂದನೆಗಳು, ಹಬ್ಬದ ಮತ್ತು ಅನೇಕ ಭಾವನಾತ್ಮಕ ಶುಭಾಶಯಗಳು, ಬೇಕಾಗಿದ್ದಾರೆ, ಸಮಾರಂಭ, ಮಾರಾಟ, ಬಾಡಿಗೆಗೆ, ಇತ್ಯಾದಿಗಳಿಗೆ ಸಂಪರ್ಕಿಸಿ (775, 362, 929, 419)
masthead-rule (8, 38, 937, 40)
rama-illustration-icon (137, 1135, 231, 1245)
a5-kicker: ಯಲಬುರ್ಗಾ: (270, 736, 326, 750)
sidebar-office-line3: ಗುರುಸಿದ್ಧರಾಮೇಶ್ವರ ಕಾಂಪ್ಲೆಕ್ಸ್ (808, 247, 896, 257)
poem-box (12, 736, 234, 1496)
poem-line (29, 898, 229, 909)
poem-lines (29, 795, 229, 1415)
poem-line: ದಾಟಲು ನಾನು ಮೈದುನ ಹಾಕಿದ ರೇಖೆ (29, 1206, 131, 1216)
poem-line: ರಾಮನಿಗೆ ಸೀತಾ ಮಾತೆ (29, 795, 90, 805)
sidebar-ads-title2: ಸಂಪರ್ಕಿಸಿ (830, 339, 874, 355)
a4-bottom-rule (360, 882, 758, 883)
a3-body-col2: ವ್ಯಾಖ್ಯಾನಿಸಿರುವ ವ್ಯಕ್ತಿಗಳು ಒಂದು ವೇಳೆ ನಗರದಲ್ಲಿ ಕಂಡುಬಂದಲ್ಲಿ ದೈಹಿಕವಾಗಿ ತೊಡಗಿರುವವರು. ಅಂದರೆ ಒಣ ಶೌಚಾಲಯಗಳನ್ನು ಸ್ವಚ್ಛಗೊಳಿಸುವವರು, ಯಾವುದೇ ವ್ಯಕ್ತಿ ನೈರ್ಮಲ್ಯ ರಹಿತ ಶೌಚಾಲಯ ಅಥವಾ ತೆರೆದ ಚರಂಡಿಗಳಲ್ಲಿ ಮಾನವ ಮಲ ಮುಟ್ಟುವ ಕೆಲಸದಲ್ಲಿ ತೊಡಗಿರುವವರು ಸ್ವಚ್ಛಗೊಳಿಸುವವರು ವ್ಯಕ್ತಿಗಳಲ್ಲಿ ಕೊಪ್ಪಳ ನಗರಸಭೆ ಕಾರ್ಯಾಲಯದಲ್ಲಿ ಅಗತ್ಯ ದಾಖಲೆಗಳೊಂದಿಗೆ ಅಕ್ಟೋಬರ್31 ರೊಳಗಾಗಿ ನೊಂದಾಯಿಸಿಕೊಳ್ಳಲು ಪ್ರಕಟಣೆ ತಿಳಿಸಿದೆ. (563, 153, 756, 236)
a6-headline-line2: ಮೂಲಕ ಪರಿಸರ ರಕ್ಷಣೆಗೆ ಮನವಿ (470, 936, 650, 956)
weather-hospet-rows (767, 809, 937, 833)
